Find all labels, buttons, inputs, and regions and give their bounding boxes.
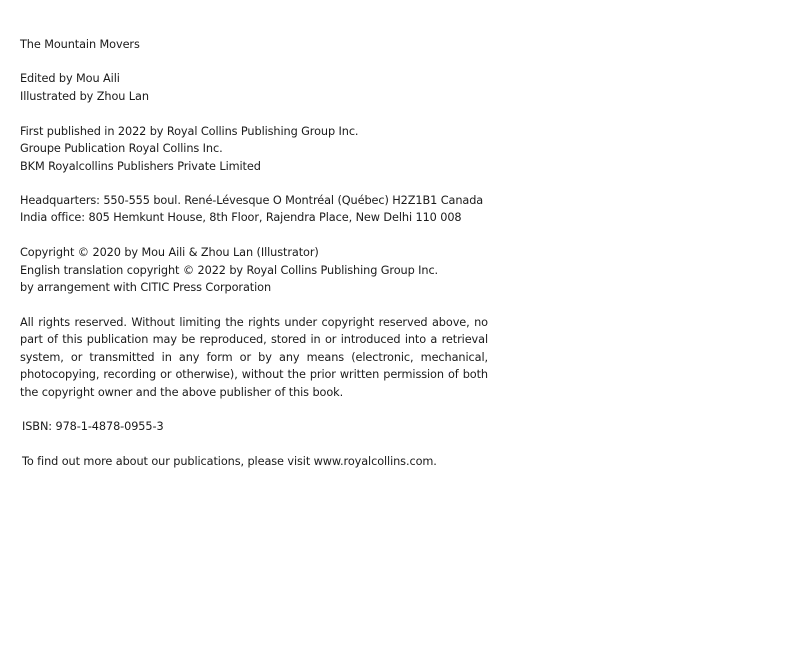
first-published-line: First published in 2022 by Royal Collins Publishing Group Inc.: [20, 125, 359, 138]
isbn: ISBN: 978-1-4878-0955-3: [22, 420, 164, 433]
groupe-publication-line: Groupe Publication Royal Collins Inc.: [20, 142, 223, 155]
book-title: The Mountain Movers: [20, 38, 140, 51]
editor-credit: Edited by Mou Aili: [20, 72, 120, 85]
bkm-publisher-line: BKM Royalcollins Publishers Private Limited: [20, 160, 261, 173]
copyright-original: Copyright © 2020 by Mou Aili & Zhou Lan (Illustrator): [20, 246, 319, 259]
headquarters-address: Headquarters: 550-555 boul. René-Lévesque O Montréal (Québec) H2Z1B1 Canada: [20, 194, 484, 207]
more-info-line: To find out more about our publications, please visit www.royalcollins.com.: [22, 455, 437, 468]
india-office-address: India office: 805 Hemkunt House, 8th Floor, Rajendra Place, New Delhi 110 008: [20, 211, 462, 224]
rights-statement: All rights reserved. Without limiting the rights under copyright reserved above, no part of this publication may be reproduced, stored in or introduced into a retrieval system, or transmitted in any form or by any means (electronic, mechanical, photocopying, recording or otherwise), without the prior written permission of both the copyright owner and the above publisher of this book.: [20, 316, 488, 399]
illustrator-credit: Illustrated by Zhou Lan: [20, 90, 149, 103]
copyright-arrangement: by arrangement with CITIC Press Corporation: [20, 281, 272, 294]
copyright-translation: English translation copyright © 2022 by Royal Collins Publishing Group Inc.: [20, 264, 439, 277]
